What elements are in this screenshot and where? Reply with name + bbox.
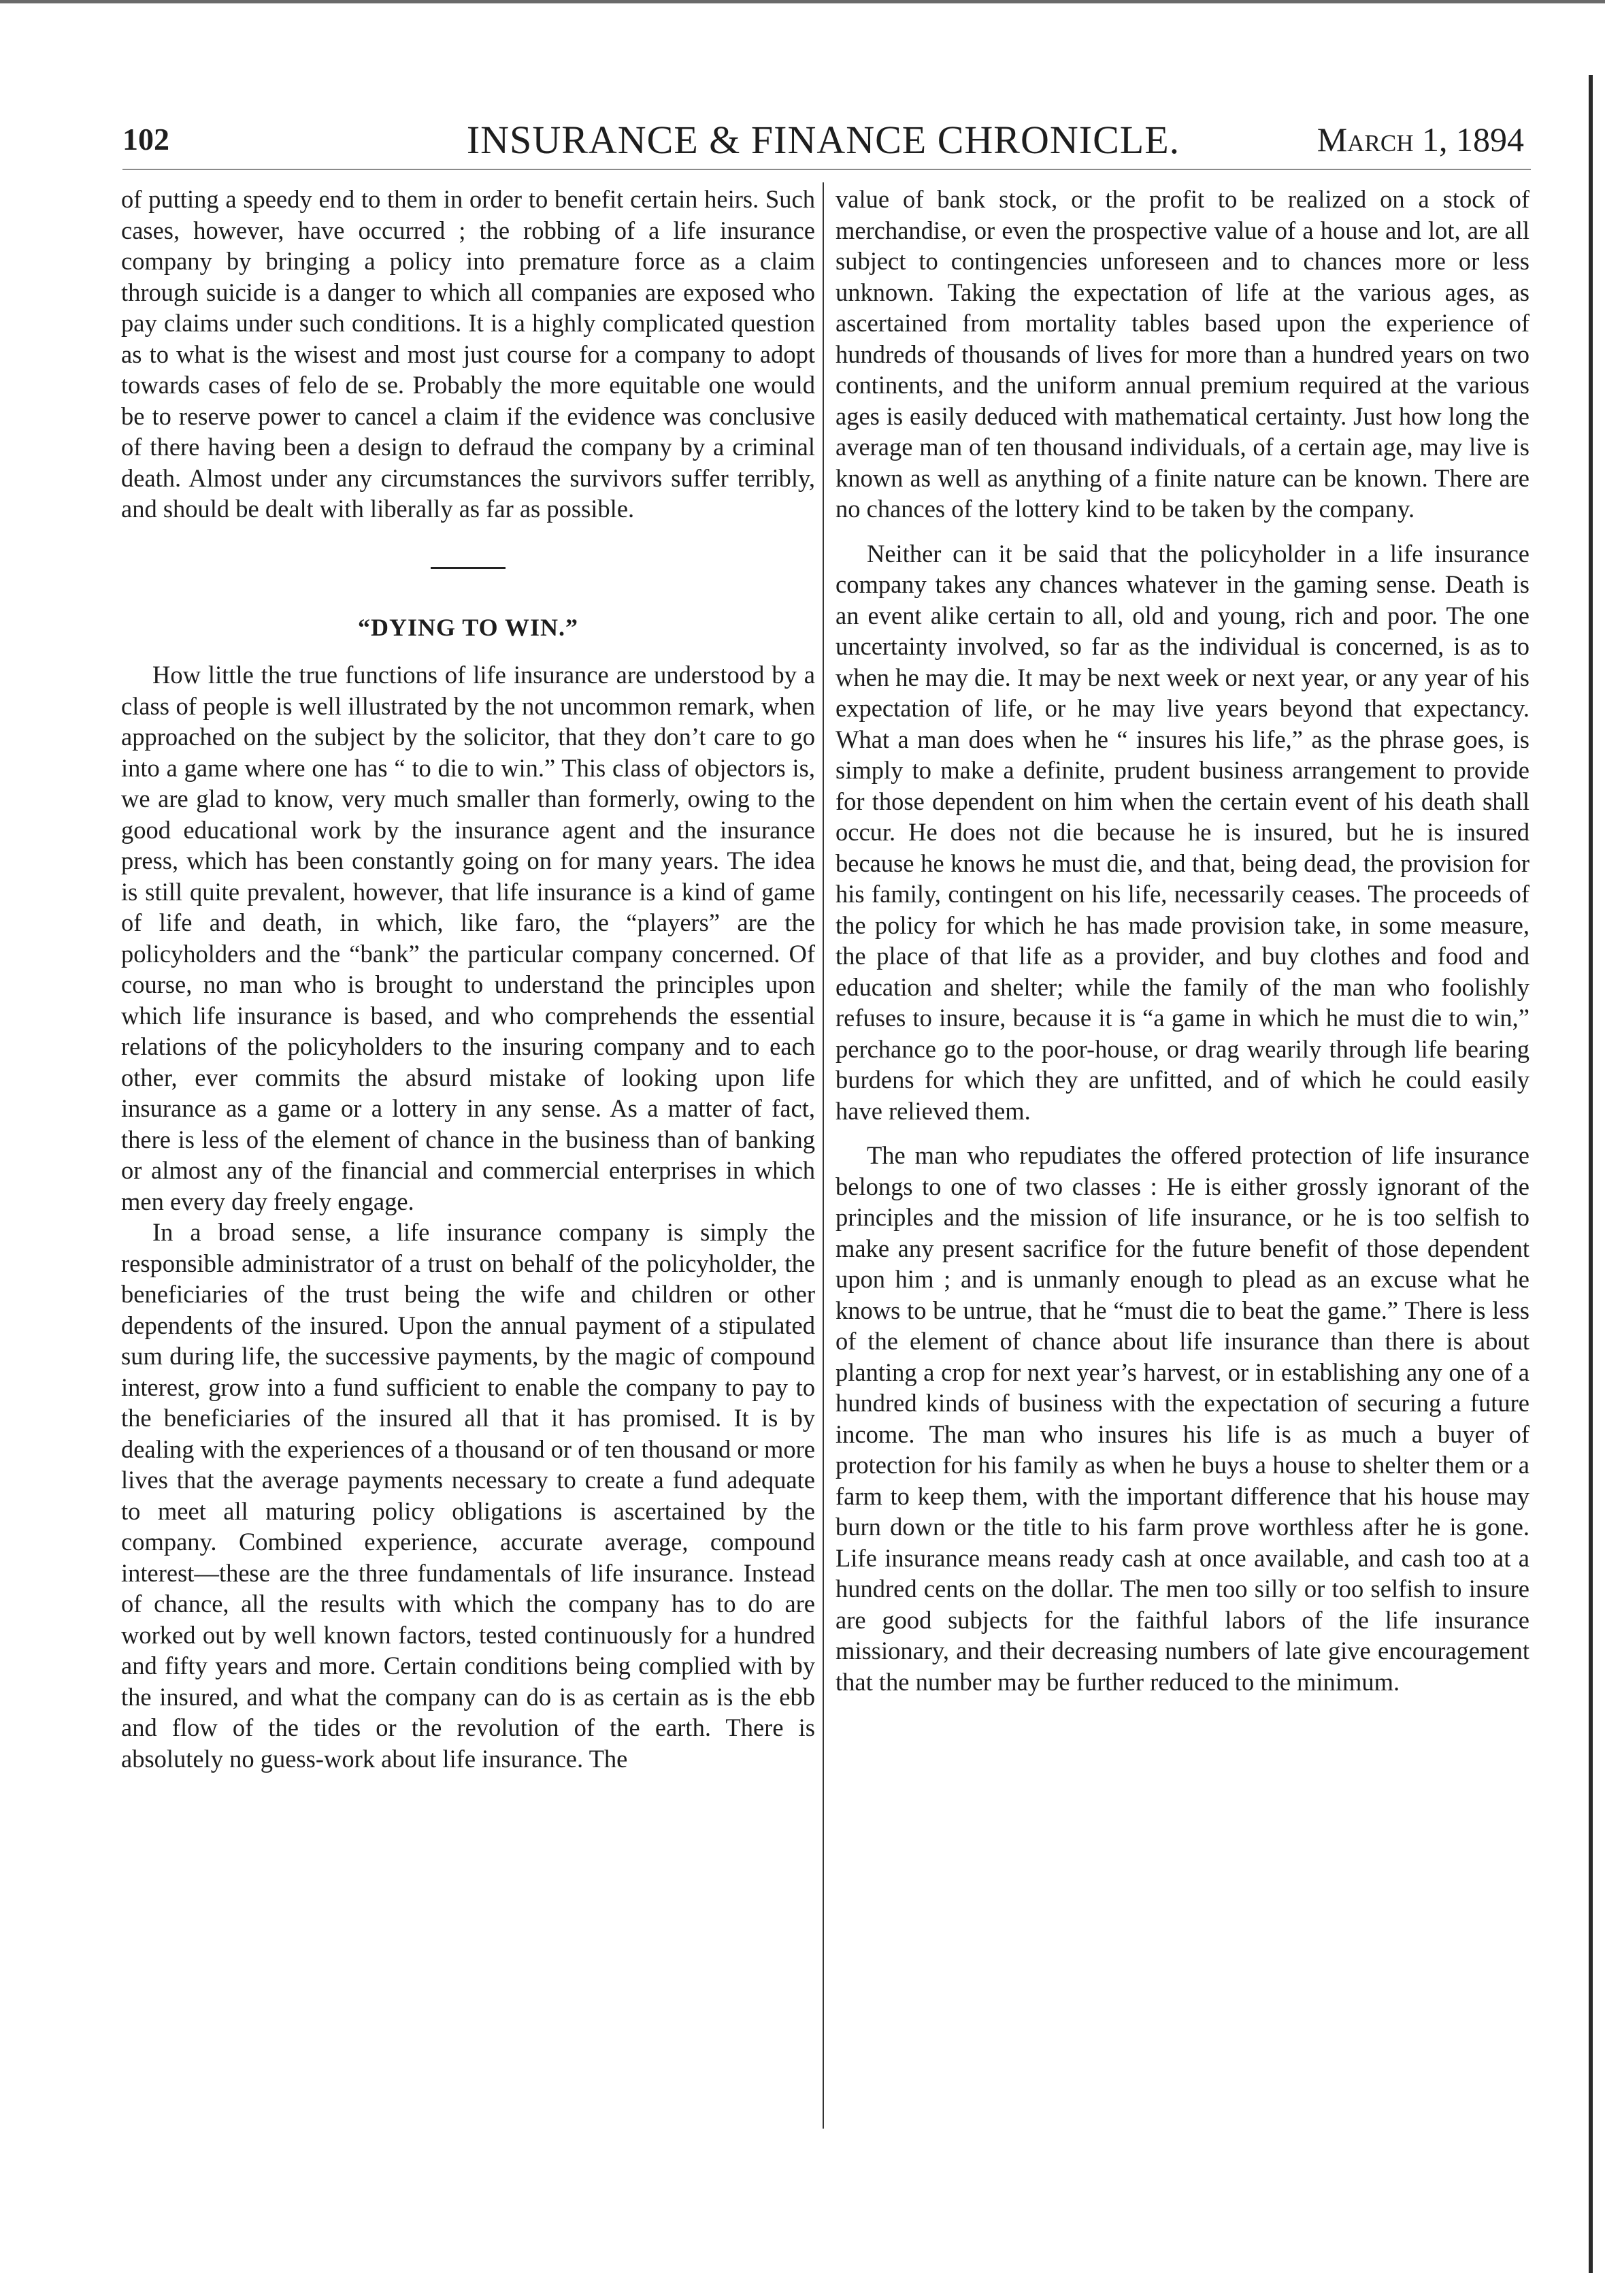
header-rule [122,169,1531,170]
issue-date: March 1, 1894 [1317,120,1524,159]
article-paragraph: value of bank stock, or the profit to be realized on a stock of merchandise, or even the prospective value of a house and lot, are all subject to contingencies unforeseen and to chances more or less unknown. Taking the expectation of life at the various ages, as ascertained from mortality tables based upon the experience of hundreds of thousands of lives for more than a hundred years on two continents, and the uniform annual premium required at the various ages is easily deduced with mathematical certainty. Just how long the average man of ten thousand individuals, of a certain age, may live is known as well as anything of a finite nature can be known. There are no chances of the lottery kind to be taken by the company. [835,185,1529,523]
article-paragraph: The man who repudiates the offered protection of life insurance belongs to one of two classes : He is either grossly ignorant of the principles and the mission of life insurance, or he is too selfish to make any present sacrifice for the future benefit of those dependent upon him ; and is unmanly enough to plead as an excuse what he knows to be untrue, that he “must die to beat the game.” There is less of the element of chance about life insurance than there is about planting a crop for next year’s harvest, or in establishing any one of a hundred kinds of business with the expectation of securing a future income. The man who insures his life is as much a buyer of protection for his family as when he buys a house to shelter them or a farm to keep them, with the important difference that his house may burn down or the title to his farm prove worthless after he is gone. Life insurance means ready cash at once available, and cash too at a hundred cents on the dollar. The men too silly or too selfish to insure are good subjects for the faithful labors of the life insurance missionary, and their decreasing numbers of late give encouragement that the number may be further reduced to the minimum. [835,1141,1529,1696]
continued-paragraph: of putting a speedy end to them in order to benefit certain heirs. Such cases, however, have occurred ; the robbing of a life insurance company by bringing a policy into premature force as a claim through suicide is a danger to which all companies are exposed who pay claims under such conditions. It is a highly complicated question as to what is the wisest and most just course for a company to adopt towards cases of felo de se. Probably the more equitable one would be to reserve power to cancel a claim if the evidence was conclusive of there having been a design to defraud the company by a criminal death. Almost under any circumstances the survivors suffer terribly, and should be dealt with liberally as far as possible. [121,185,815,523]
article-paragraph: In a broad sense, a life insurance company is simply the responsible administrator of a trust on behalf of the policyholder, the beneficiaries of the trust being the wife and children or other dependents of the insured. Upon the annual payment of a stipulated sum during life, the successive payments, by the magic of compound interest, grow into a fund sufficient to enable the company to pay to the beneficiaries of the insured all that it has promised. It is by dealing with the experiences of a thousand or of ten thousand or more lives that the average payments necessary to create a fund adequate to meet all maturing policy obligations is ascertained by the company. Combined experience, accurate average, compound interest—these are the three fundamentals of life insurance. Instead of chance, all the results with which the company has to do are worked out by well known factors, tested continuously for a hundred and fifty years and more. Certain conditions being complied with by the insured, and what the company can do is as certain as is the ebb and flow of the tides or the revolution of the earth. There is absolutely no guess-work about life insurance. The [121,1218,815,1773]
article-paragraph: Neither can it be said that the policyholder in a life insurance company takes any chances whatever in the gaming sense. Death is an event alike certain to all, old and young, rich and poor. The one uncertainty involved, so far as the individual is concerned, is as to when he may die. It may be next week or next year, or any year of his expectation of life, or he may live years beyond that expectancy. What a man does when he “ insures his life,” as the phrase goes, is simply to make a definite, prudent business arrangement to provide for those dependent on him when the certain event of his death shall occur. He does not die because he is insured, but he is insured because he knows he must die, and that, being dead, the provision for his family, contingent on his life, necessarily ceases. The proceeds of the policy for which he has made provision take, in some measure, the place of that life as a provider, and buy clothes and food and education and shelter; while the family of the man who foolishly refuses to insure, because it is “a game in which he must die to win,” perchance go to the poor-house, or drag wearily through life bearing burdens for which they are unfitted, and of which he could easily have relieved them. [835,539,1529,1125]
column-divider [823,182,824,2129]
section-separator [431,567,506,569]
left-column [121,184,815,1774]
article-heading: “DYING TO WIN.” [357,613,579,641]
page-right-edge [1589,75,1593,2273]
page-number: 102 [122,122,169,157]
publication-title: INSURANCE & FINANCE CHRONICLE. [466,118,1180,162]
article-paragraph: How little the true functions of life insurance are understood by a class of people is well illustrated by the not uncommon remark, when approached on the subject by the solicitor, that they don’t care to go into a game where one has “ to die to win.” This class of objectors is, we are glad to know, very much smaller than formerly, owing to the good educational work by the insurance agent and the insurance press, which has been constantly going on for many years. The idea is still quite prevalent, however, that life insurance is a kind of game of life and death, in which, like faro, the “players” are the policyholders and the “bank” the particular company concerned. Of course, no man who is brought to understand the principles upon which life insurance is based, and who comprehends the essential relations of the policyholders to the insuring company and to each other, ever commits the absurd mistake of looking upon life insurance as a game or a lottery in any sense. As a matter of fact, there is less of the element of chance in the business than of banking or almost any of the financial and commercial enterprises in which men every day freely engage. [121,661,815,1215]
right-column [835,184,1529,1697]
page-header [122,117,1524,165]
page-top-edge [0,0,1605,3]
